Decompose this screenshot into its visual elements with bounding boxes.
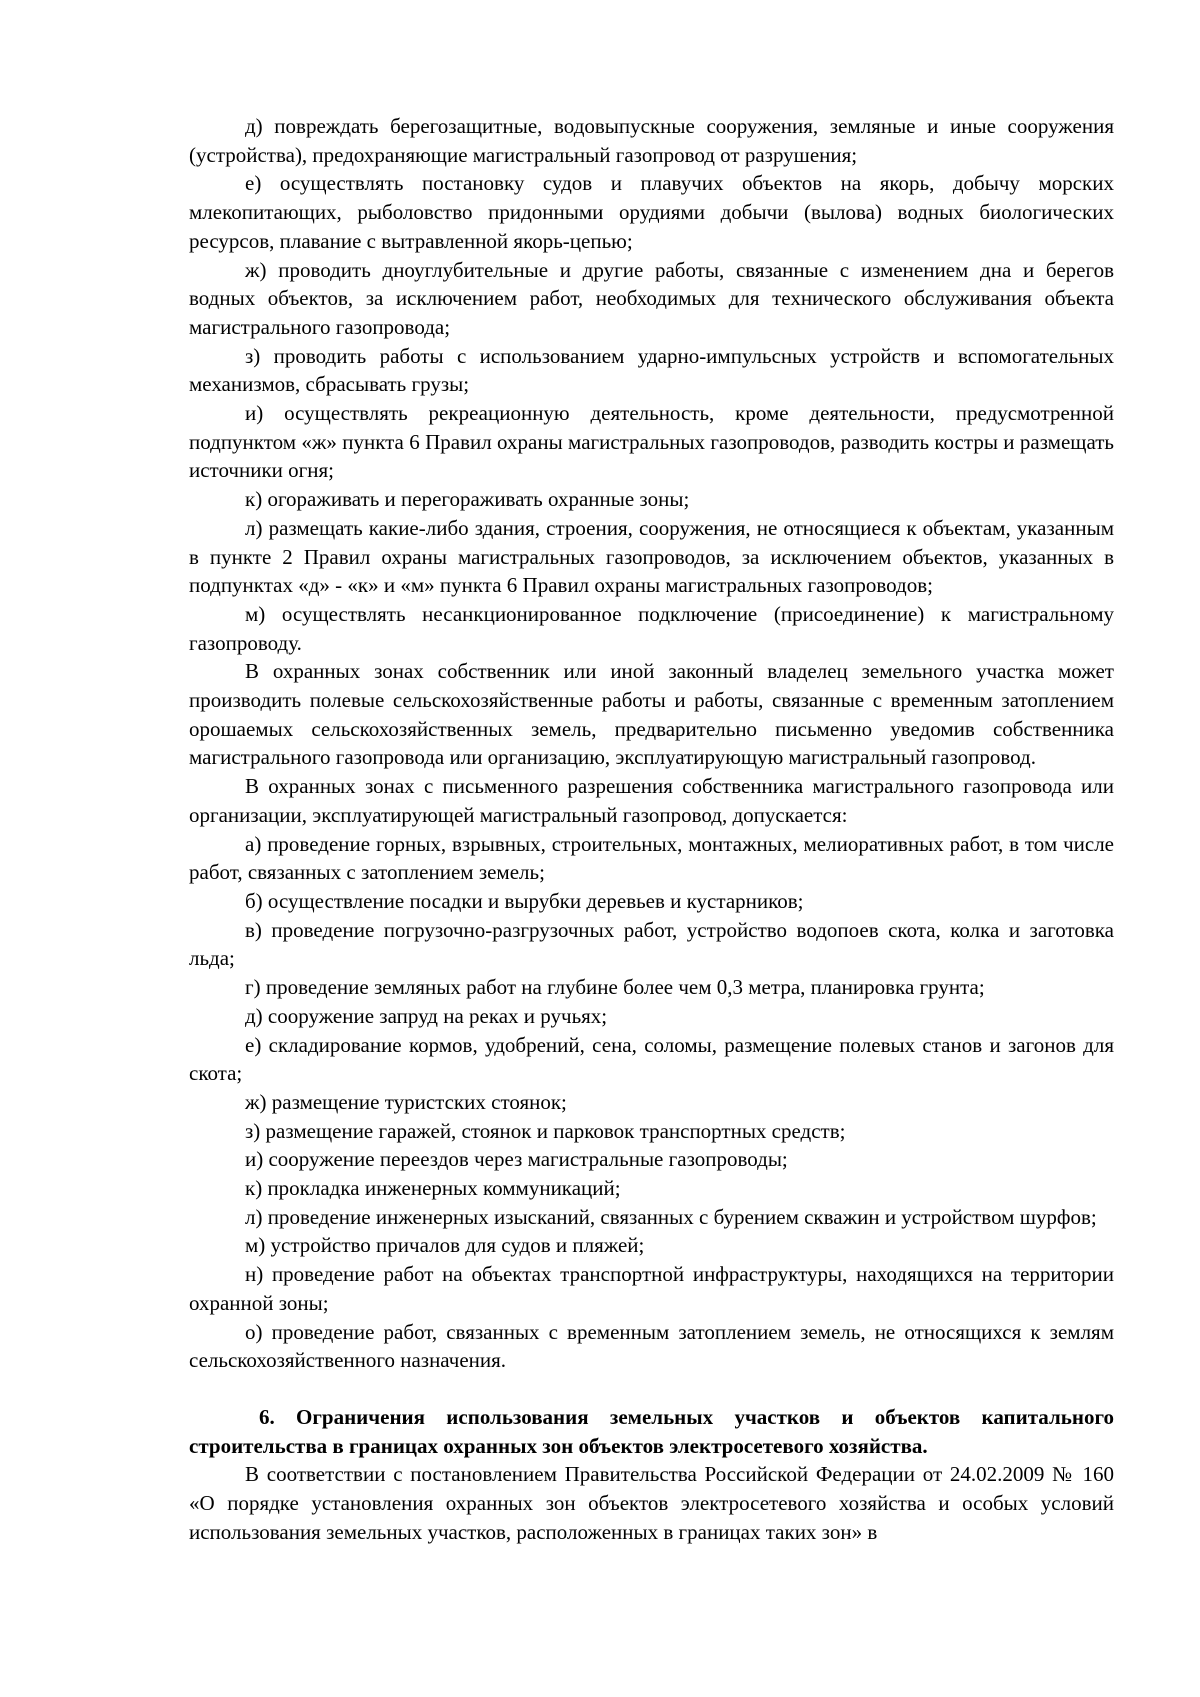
paragraph-list	[189, 112, 1114, 1375]
paragraph: е) складирование кормов, удобрений, сена, соломы, размещение полевых станов и загонов для скота;	[189, 1032, 1114, 1086]
paragraph: м) осуществлять несанкционированное подключение (присоединение) к магистральному газопроводу.	[189, 601, 1114, 655]
paragraph: ж) размещение туристских стоянок;	[245, 1089, 567, 1114]
paragraph: з) размещение гаражей, стоянок и парковок транспортных средств;	[245, 1118, 846, 1143]
paragraph: з) проводить работы с использованием ударно-импульсных устройств и вспомогательных механизмов, сбрасывать грузы;	[189, 343, 1114, 397]
paragraph: к) огораживать и перегораживать охранные зоны;	[245, 487, 690, 512]
section-heading: 6. Ограничения использования земельных участков и объектов капитального строительства в границах охранных зон объектов электросетевого хозяйства.	[189, 1404, 1114, 1458]
paragraph: к) прокладка инженерных коммуникаций;	[245, 1176, 621, 1201]
paragraph: и) осуществлять рекреационную деятельность, кроме деятельности, предусмотренной подпунктом «ж» пункта 6 Правил охраны магистральных газопроводов, разводить костры и размещать источники огня;	[189, 401, 1114, 483]
paragraph: н) проведение работ на объектах транспортной инфраструктуры, находящихся на территории охранной зоны;	[189, 1262, 1114, 1315]
paragraph: л) проведение инженерных изысканий, связанных с бурением скважин и устройством шурфов;	[245, 1204, 1097, 1229]
paragraph: о) проведение работ, связанных с временным затоплением земель, не относящихся к землям сельскохозяйственного назначения.	[189, 1319, 1114, 1373]
paragraph: м) устройство причалов для судов и пляжей;	[245, 1233, 645, 1258]
paragraph: В соответствии с постановлением Правительства Российской Федерации от 24.02.2009 № 160 «О порядке установления охранных зон объектов электросетевого хозяйства и особых условий использования земельных участков, расположенных в границах таких зон» в	[189, 1462, 1114, 1544]
paragraph: В охранных зонах собственник или иной законный владелец земельного участка может производить полевые сельскохозяйственные работы и работы, связанные с временным затоплением орошаемых сельскохозяйственных земель, предварительно письменно уведомив собственника магистрального газопровода или организацию, эксплуатирующую магистральный газопровод.	[189, 659, 1114, 770]
paragraph: д) повреждать берегозащитные, водовыпускные сооружения, земляные и иные сооружения (устройства), предохраняющие магистральный газопровод от разрушения;	[189, 114, 1114, 167]
paragraph: В охранных зонах с письменного разрешения собственника магистрального газопровода или организации, эксплуатирующей магистральный газопровод, допускается:	[189, 774, 1114, 827]
paragraph: ж) проводить дноуглубительные и другие работы, связанные с изменением дна и берегов водных объектов, за исключением работ, необходимых для технического обслуживания объекта магистрального газопровода;	[189, 257, 1114, 339]
paragraph: е) осуществлять постановку судов и плавучих объектов на якорь, добычу морских млекопитающих, рыболовство придонными орудиями добычи (вылова) водных биологических ресурсов, плавание с вытравленной якорь-цепью;	[189, 171, 1114, 253]
paragraph: б) осуществление посадки и вырубки деревьев и кустарников;	[245, 888, 804, 913]
section-spacer	[189, 1375, 1114, 1403]
paragraph: г) проведение земляных работ на глубине более чем 0,3 метра, планировка грунта;	[245, 975, 985, 1000]
paragraph: л) размещать какие-либо здания, строения, сооружения, не относящиеся к объектам, указанным в пункте 2 Правил охраны магистральных газопроводов, за исключением объектов, указанных в подпунктах «д» - «к» и «м» пункта 6 Правил охраны магистральных газопроводов;	[189, 515, 1114, 598]
paragraph: д) сооружение запруд на реках и ручьях;	[245, 1003, 608, 1028]
paragraph: а) проведение горных, взрывных, строительных, монтажных, мелиоративных работ, в том числе работ, связанных с затоплением земель;	[189, 831, 1114, 885]
paragraph: и) сооружение переездов через магистральные газопроводы;	[245, 1147, 788, 1172]
paragraph: в) проведение погрузочно-разгрузочных работ, устройство водопоев скота, колка и заготовка льда;	[189, 917, 1114, 971]
